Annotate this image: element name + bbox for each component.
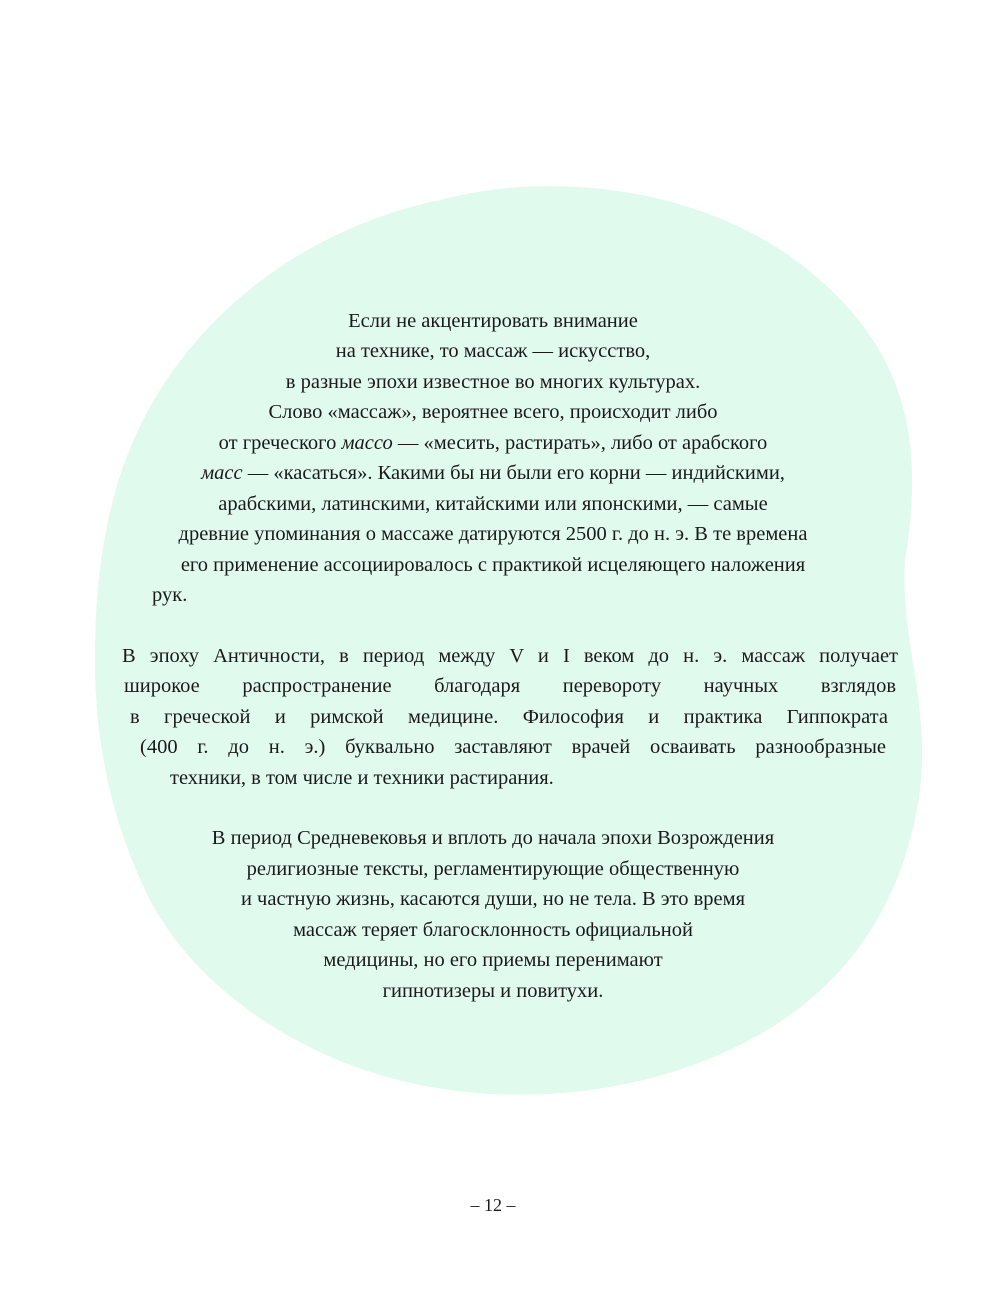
text-line — [0, 489, 986, 519]
text-line — [0, 915, 986, 945]
text-line — [140, 732, 886, 762]
text-line — [0, 458, 986, 488]
text-line — [0, 550, 986, 580]
text-segment: широкое распространение благодаря перевороту научных взглядов — [124, 675, 896, 697]
text-segment: В период Средневековья и вплоть до начала эпохи Возрождения — [211, 827, 775, 849]
text-line — [0, 976, 986, 1006]
text-line — [0, 428, 986, 458]
text-segment: (400 г. до н. э.) буквально заставляют врачей осваивать разнообразные — [140, 736, 886, 758]
text-segment: рук. — [152, 584, 188, 606]
text-segment: В эпоху Античности, в период между V и I веком до н. э. массаж получает — [122, 645, 898, 667]
text-segment: — «касаться». Какими бы ни были его корни — индийскими, — [242, 462, 785, 484]
text-segment: его применение ассоциировалось с практикой исцеляющего наложения — [180, 554, 806, 576]
text-segment: в греческой и римской медицине. Философия и практика Гиппократа — [130, 706, 888, 728]
text-segment: медицины, но его приемы перенимают — [323, 949, 663, 971]
text-segment: религиозные тексты, регламентирующие общественную — [246, 858, 740, 880]
text-line — [170, 763, 770, 793]
text-line — [0, 519, 986, 549]
text-line — [152, 580, 852, 610]
text-segment: от греческого — [218, 432, 342, 454]
text-segment: массаж теряет благосклонность официальной — [293, 919, 693, 941]
text-line — [0, 397, 986, 427]
text-line — [0, 367, 986, 397]
italic-word: массо — [341, 432, 393, 454]
text-line — [122, 641, 898, 671]
text-segment: в разные эпохи известное во многих культурах. — [285, 371, 701, 393]
text-line — [124, 671, 896, 701]
text-line — [0, 823, 986, 853]
text-segment: древние упоминания о массаже датируются 2500 г. до н. э. В те времена — [178, 523, 808, 545]
text-line — [0, 336, 986, 366]
text-segment: на технике, то массаж — искусство, — [335, 340, 651, 362]
text-segment: и частную жизнь, касаются души, но не тела. В это время — [240, 888, 746, 910]
text-line — [0, 884, 986, 914]
text-line — [0, 306, 986, 336]
text-segment: Слово «массаж», вероятнее всего, происходит либо — [268, 401, 718, 423]
text-segment: — «месить, растирать», либо от арабского — [392, 432, 768, 454]
text-segment: арабскими, латинскими, китайскими или японскими, — самые — [218, 493, 768, 515]
page-number: – 12 – — [470, 1195, 516, 1215]
text-segment: Если не акцентировать внимание — [348, 310, 638, 332]
text-line — [0, 945, 986, 975]
text-line — [130, 702, 888, 732]
text-line — [0, 854, 986, 884]
italic-word: масс — [201, 462, 243, 484]
text-segment: гипнотизеры и повитухи. — [382, 980, 604, 1002]
text-segment: техники, в том числе и техники растирания. — [170, 767, 554, 789]
